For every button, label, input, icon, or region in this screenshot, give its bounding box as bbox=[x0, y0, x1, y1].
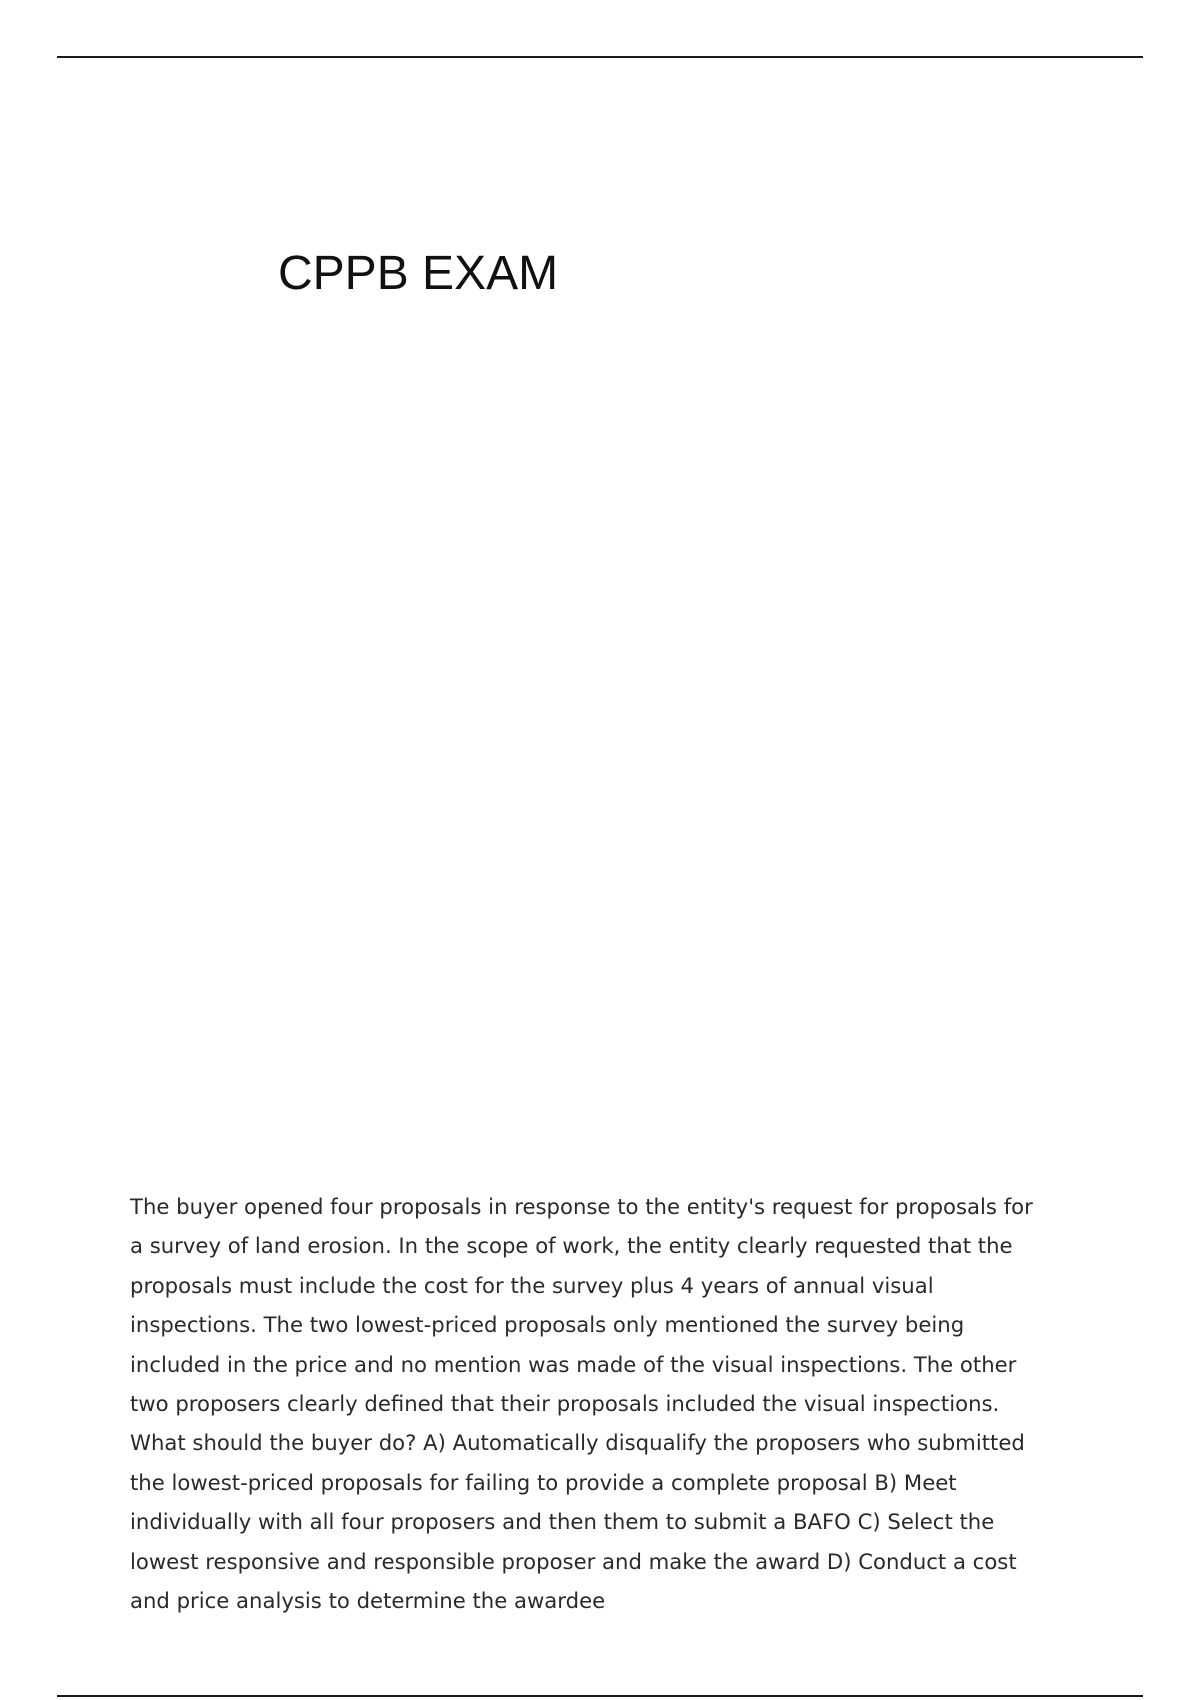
question-line: proposals must include the cost for the survey plus 4 years of annual visual bbox=[130, 1272, 934, 1298]
footer-rule bbox=[57, 1695, 1143, 1697]
question-line: The buyer opened four proposals in response to the entity's request for proposals for bbox=[130, 1194, 1033, 1219]
question-line: individually with all four proposers and then them to submit a BAFO C) Select the bbox=[130, 1509, 995, 1535]
question-text bbox=[130, 1187, 1090, 1620]
question-line: the lowest-priced proposals for failing to provide a complete proposal B) Meet bbox=[130, 1469, 957, 1495]
question-line: What should the buyer do? A) Automatically disqualify the proposers who submitted bbox=[130, 1430, 1025, 1456]
document-title: CPPB EXAM bbox=[278, 247, 559, 300]
question-line: and price analysis to determine the awardee bbox=[130, 1588, 606, 1614]
header-rule bbox=[57, 56, 1143, 58]
question-line: two proposers clearly defined that their proposals included the visual inspections. bbox=[130, 1391, 1000, 1417]
question-line: lowest responsive and responsible proposer and make the award D) Conduct a cost bbox=[130, 1548, 1017, 1574]
question-line: included in the price and no mention was made of the visual inspections. The other bbox=[130, 1351, 1017, 1377]
question-line: inspections. The two lowest-priced proposals only mentioned the survey being bbox=[130, 1312, 965, 1338]
question-line: a survey of land erosion. In the scope of work, the entity clearly requested that the bbox=[130, 1233, 1013, 1259]
